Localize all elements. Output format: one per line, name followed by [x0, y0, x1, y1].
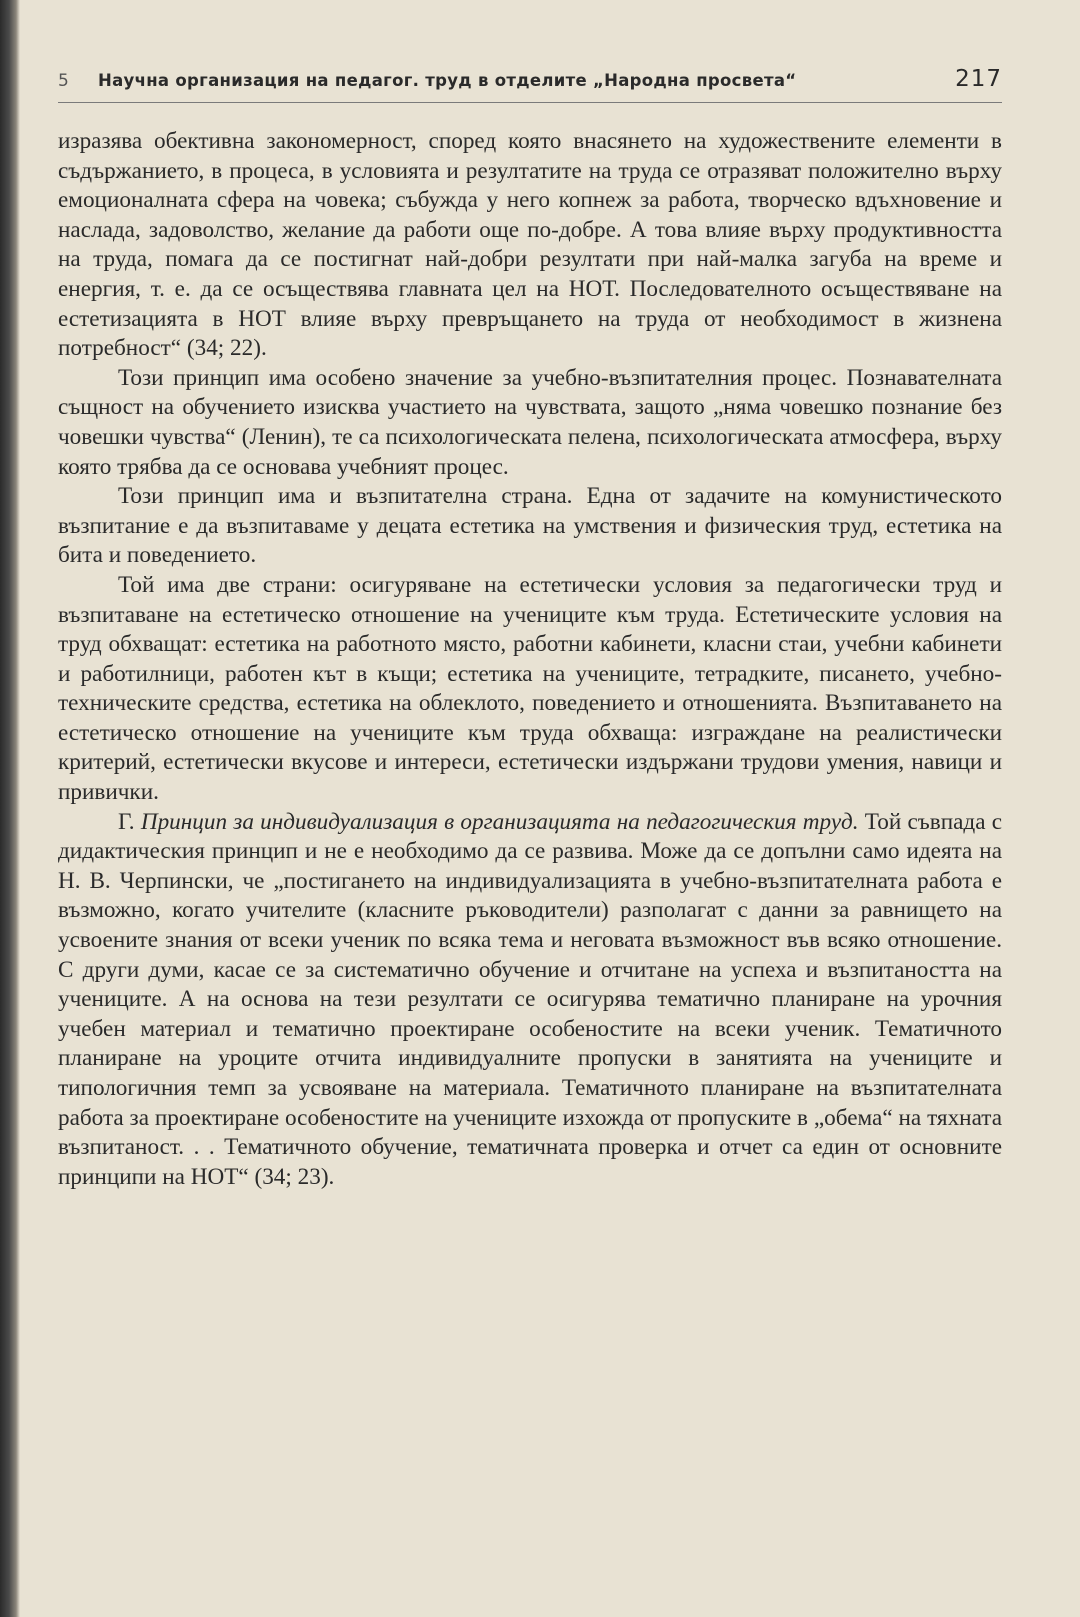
- running-header: [58, 66, 1002, 103]
- paragraph-continuation: изразява обективна закономерност, според която внасянето на художествените елементи в съдържанието, в процеса, в условията и резултатите на труда се отразяват положително върху емоционалната сфера на човека; събужда у него копнеж за работа, творческо вдъхновение и наслада, задоволство, желание да работи още по-добре. А това влияе върху продуктивността на труда, помага да се постигнат най-добри резултати при най-малка загуба на време и енергия, т. е. да се осъществява главната цел на НОТ. Последователното осъществяване на естетизацията в НОТ влияе върху превръщането на труда от необходимост в жизнена потребност“ (34; 22).: [58, 128, 1002, 362]
- paragraph: Този принцип има особено значение за учебно-възпитателния процес. Познавателната същност на обучението изисква участието на чувствата, защото „няма човешко познание без човешки чувства“ (Ленин), те са психологическата пелена, психологическата атмосфера, върху която трябва да се основава учебният процес.: [58, 364, 1002, 480]
- section-letter: Г.: [118, 808, 141, 835]
- paragraph-principle-g: [58, 808, 1002, 1193]
- section-heading: Принцип за индивидуализация в организацията на педагогическия труд.: [140, 808, 859, 835]
- running-title: Научна организация на педагог. труд в отделите „Народна просвета“: [98, 71, 797, 90]
- paragraph: Този принцип има и възпитателна страна. Една от задачите на комунистическото възпитание е да възпитаваме у децата естетика на умствения и физическия труд, естетика на бита и поведението.: [58, 483, 1002, 569]
- paragraph: Той има две страни: осигуряване на естетически условия за педагогически труд и възпитаване на естетическо отношение на учениците към труда. Естетическите условия на труд обхващат: естетика на работното място, работни кабинети, класни стаи, учебни кабинети и работилници, работен кът в къщи; естетика на учениците, тетрадките, писането, учебно-техническите средства, естетика на облеклото, поведението и отношенията. Възпитаването на естетическо отношение на учениците към труда обхваща: изграждане на реалистически критерий, естетически вкусове и интереси, естетически издържани трудови умения, навици и привички.: [58, 571, 1002, 806]
- chapter-number: 5: [58, 71, 70, 91]
- book-page: [58, 66, 1002, 1192]
- page-number: 217: [955, 66, 1002, 92]
- paragraph-text: Той съвпада с дидактическия принцип и не е необходимо да се развива. Може да се допълни само идеята на Н. В. Черпински, че „постигането на индивидуализацията в учебно-възпитателната работа е възможно, когато учителите (класните ръководители) разполагат с данни за равнището на усвоените знания от всеки ученик по всяка тема и неговата възможност във всяко отношение. С други думи, касае се за систематично обучение и отчитане на успеха и възпитаността на учениците. А на основа на тези резултати се осигурява тематично планиране на урочния учебен материал и тематично проектиране особеностите на всеки ученик. Тематичното планиране на уроците отчита индивидуалните пропуски в занятията на учениците и типологичния темп за усвояване на материала. Тематичното планиране на възпитателната работа за проектиране особеностите на учениците изхожда от пропуските в „обема“ на тяхната възпитаност. . . Тематичното обучение, тематичната проверка и отчет са един от основните принципи на НОТ“ (34; 23).: [58, 808, 1003, 1190]
- book-spine-shadow: [0, 0, 20, 1617]
- page-body: [58, 127, 1002, 1192]
